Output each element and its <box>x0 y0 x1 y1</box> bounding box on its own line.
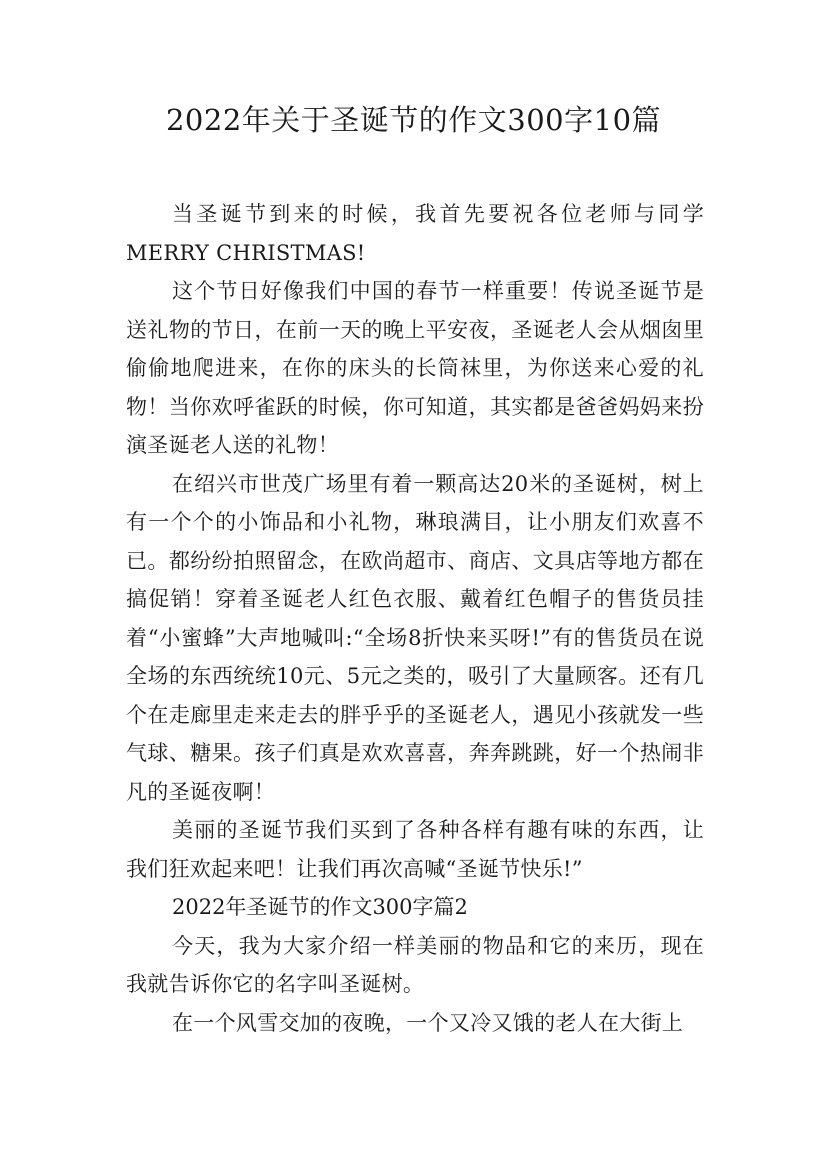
paragraph-greeting: 当圣诞节到来的时候，我首先要祝各位老师与同学MERRY CHRISTMAS! <box>126 202 704 265</box>
paragraph-shopping-plaza: 在绍兴市世茂广场里有着一颗高达20米的圣诞树，树上有一个个的小饰品和小礼物，琳琅满目，让小朋友们欢喜不已。都纷纷拍照留念，在欧尚超市、商店、文具店等地方都在搞促销！穿着圣诞老人红色衣服、戴着红色帽子的售货员挂着“小蜜蜂”大声地喊叫:“全场8折快来买呀!”有的售货员在说全场的东西统统10元、5元之类的，吸引了大量顾客。还有几个在走廊里走来走去的胖乎乎的圣诞老人，遇见小孩就发一些气球、糖果。孩子们真是欢欢喜喜，奔奔跳跳，好一个热闹非凡的圣诞夜啊！ <box>126 471 704 804</box>
paragraph-story-start: 在一个风雪交加的夜晚，一个又冷又饿的老人在大街上 <box>172 1010 684 1035</box>
paragraph-closing: 美丽的圣诞节我们买到了各种各样有趣有味的东西，让我们狂欢起来吧！让我们再次高喊“圣诞节快乐!” <box>126 818 704 881</box>
paragraph-intro-tree: 今天，我为大家介绍一样美丽的物品和它的来历，现在我就告诉你它的名字叫圣诞树。 <box>126 933 704 996</box>
section-heading-2: 2022年圣诞节的作文300字篇2 <box>172 895 468 919</box>
document-body <box>126 195 704 1042</box>
document-title: 2022年关于圣诞节的作文300字10篇 <box>165 103 662 137</box>
paragraph-legend: 这个节日好像我们中国的春节一样重要！传说圣诞节是送礼物的节日，在前一天的晚上平安夜，圣诞老人会从烟囱里偷偷地爬进来，在你的床头的长筒袜里，为你送来心爱的礼物！当你欢呼雀跃的时候，你可知道，其实都是爸爸妈妈来扮演圣诞老人送的礼物！ <box>126 279 704 457</box>
